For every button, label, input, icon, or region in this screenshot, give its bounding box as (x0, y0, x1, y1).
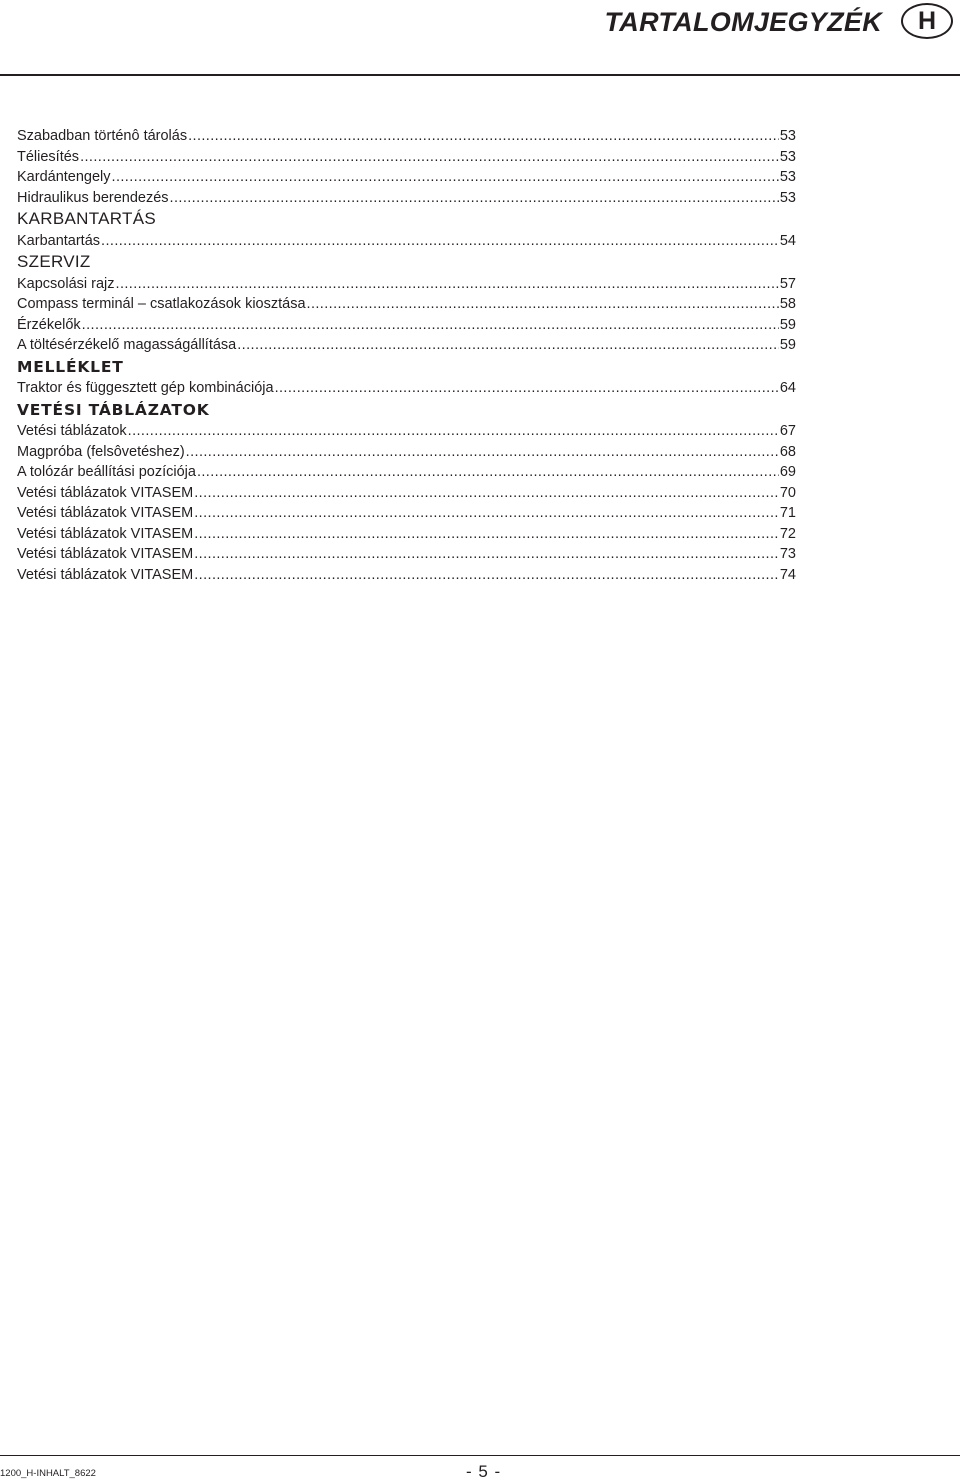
toc-entry-label: Vetési táblázatok VITASEM (17, 546, 194, 562)
document-code: 1200_H-INHALT_8622 (0, 1468, 96, 1479)
toc-entry[interactable] (17, 378, 796, 399)
toc-entry-label: Vetési táblázatok VITASEM (17, 484, 194, 501)
toc-entry-page: 57 (779, 275, 796, 292)
toc-entry-label: Vetési táblázatok (17, 423, 127, 439)
toc-entry-page: 69 (779, 464, 796, 480)
toc-entry[interactable] (17, 421, 796, 442)
table-of-contents (17, 126, 796, 585)
toc-leader-dots (307, 294, 779, 315)
toc-leader-dots (194, 565, 779, 586)
toc-leader-dots (188, 126, 779, 147)
toc-leader-dots (116, 274, 779, 295)
toc-entry-page: 59 (779, 337, 796, 353)
toc-section-heading: VETÉSI TÁBLÁZATOK (17, 400, 210, 419)
toc-entry[interactable] (17, 462, 796, 483)
toc-leader-dots (101, 231, 779, 252)
toc-leader-dots (80, 147, 779, 168)
toc-entry-page: 72 (779, 525, 796, 542)
toc-entry[interactable] (17, 503, 796, 524)
toc-entry-label: A töltésérzékelő magasságállítása (17, 337, 237, 353)
toc-entry-label: Traktor és függesztett gép kombinációja (17, 380, 274, 396)
toc-entry-label: A tolózár beállítási pozíciója (17, 464, 196, 480)
toc-entry-page: 67 (779, 423, 796, 439)
toc-entry[interactable] (17, 442, 796, 463)
language-badge: H (901, 3, 953, 39)
toc-entry[interactable] (17, 565, 796, 586)
toc-leader-dots (194, 503, 779, 524)
toc-entry-label: Vetési táblázatok VITASEM (17, 505, 194, 521)
toc-entry[interactable] (17, 188, 796, 209)
toc-entry-page: 53 (779, 128, 796, 144)
toc-entry[interactable] (17, 167, 796, 188)
toc-section-heading: KARBANTARTÁS (17, 209, 157, 228)
toc-entry-label: Vetési táblázatok VITASEM (17, 566, 194, 583)
toc-entry-label: Compass terminál – csatlakozások kiosztása (17, 296, 306, 312)
toc-section-heading: MELLÉKLET (17, 357, 124, 376)
toc-entry-page: 54 (779, 232, 796, 249)
page-number: - 5 - (466, 1462, 502, 1481)
toc-entry[interactable] (17, 315, 796, 336)
toc-entry[interactable] (17, 335, 796, 356)
toc-entry-page: 71 (779, 505, 796, 521)
toc-section-heading: SZERVIZ (17, 252, 91, 271)
toc-entry-label: Kapcsolási rajz (17, 275, 115, 292)
toc-entry-label: Magpróba (felsôvetéshez) (17, 443, 185, 460)
toc-entry-page: 68 (779, 443, 796, 460)
toc-entry-page: 64 (779, 380, 796, 396)
toc-leader-dots (82, 315, 779, 336)
toc-leader-dots (197, 462, 779, 483)
toc-entry-page: 73 (779, 546, 796, 562)
toc-entry-page: 53 (779, 148, 796, 165)
toc-entry[interactable] (17, 126, 796, 147)
toc-leader-dots (128, 421, 779, 442)
toc-entry[interactable] (17, 524, 796, 545)
toc-leader-dots (112, 167, 779, 188)
toc-leader-dots (170, 188, 779, 209)
toc-entry[interactable] (17, 483, 796, 504)
toc-leader-dots (186, 442, 779, 463)
toc-leader-dots (194, 483, 779, 504)
toc-entry-page: 53 (779, 189, 796, 206)
footer-divider (0, 1455, 960, 1456)
toc-entry-label: Hidraulikus berendezés (17, 189, 169, 206)
toc-entry[interactable] (17, 544, 796, 565)
toc-leader-dots (237, 335, 779, 356)
toc-entry[interactable] (17, 294, 796, 315)
header-divider (0, 74, 960, 76)
toc-entry-page: 59 (779, 316, 796, 333)
toc-entry-label: Érzékelők (17, 316, 81, 333)
toc-entry-label: Szabadban történô tárolás (17, 128, 188, 144)
toc-entry-page: 74 (779, 566, 796, 583)
toc-leader-dots (194, 544, 779, 565)
toc-entry-page: 58 (779, 296, 796, 312)
toc-entry-page: 70 (779, 484, 796, 501)
toc-entry[interactable] (17, 147, 796, 168)
toc-leader-dots (194, 524, 779, 545)
toc-entry[interactable] (17, 231, 796, 252)
toc-entry-label: Kardántengely (17, 169, 111, 185)
toc-entry-label: Karbantartás (17, 232, 101, 249)
page-header (0, 0, 960, 76)
toc-entry-label: Téliesítés (17, 148, 80, 165)
toc-entry-label: Vetési táblázatok VITASEM (17, 525, 194, 542)
toc-entry[interactable] (17, 274, 796, 295)
toc-leader-dots (275, 378, 779, 399)
page-title: TARTALOMJEGYZÉK (604, 7, 882, 37)
toc-entry-page: 53 (779, 169, 796, 185)
